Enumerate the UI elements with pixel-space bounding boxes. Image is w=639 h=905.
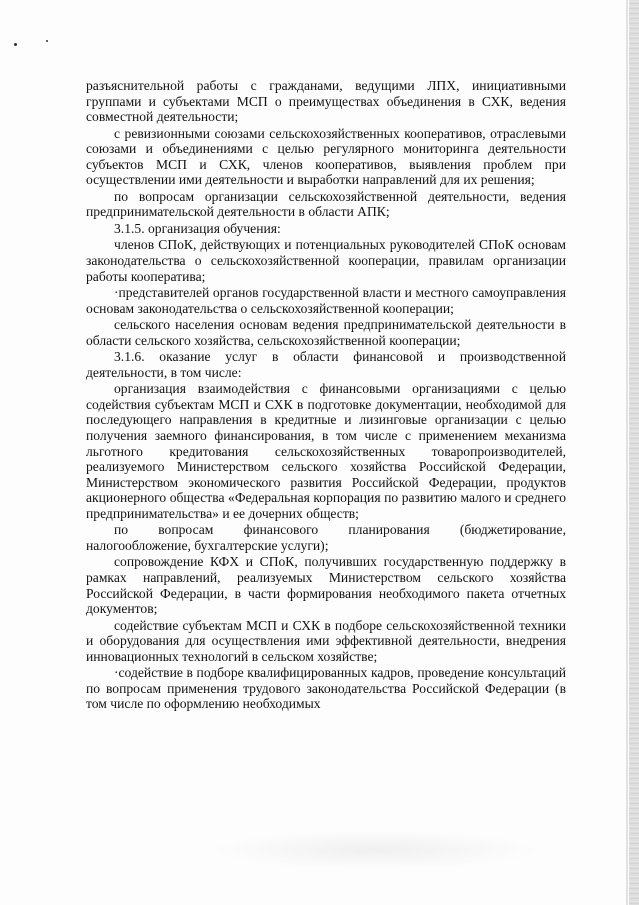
paragraph: сельского населения основам ведения предпринимательской деятельности в области сельского хозяйства, сельскохозяйственной кооперации; (86, 317, 566, 348)
scan-speck (14, 43, 17, 46)
paragraph: по вопросам организации сельскохозяйственной деятельности, ведения предпринимательской деятельности в области АПК; (86, 188, 566, 220)
section-heading: 3.1.6. оказание услуг в области финансовой и производственной деятельности, в том числе: (86, 349, 566, 380)
paragraph: разъяснительной работы с гражданами, ведущими ЛПХ, инициативными группами и субъектами МСП о преимуществах объединения в СХК, ведения совместной деятельности; (86, 78, 566, 125)
paragraph: организация взаимодействия с финансовыми организациями с целью содействия субъектам МСП и СХК в подготовке документации, необходимой для последующего направления в кредитные и лизинговые организации с целью получения заемного финансирования, в том числе с применением механизма льготного кредитования сельскохозяйственных товаропроизводителей, реализуемого Министерством сельского хозяйства Российской Федерации, Министерством экономического развития Российской Федерации, продуктов акционерного общества «Федеральная корпорация по развитию малого и среднего предпринимательства» и ее дочерних обществ; (86, 381, 566, 521)
paragraph: ·содействие в подборе квалифицированных кадров, проведение консультаций по вопросам применения трудового законодательства Российской Федерации (в том числе по оформлению необходимых (86, 665, 566, 712)
paragraph: ·представителей органов государственной власти и местного самоуправления основам законодательства о сельскохозяйственной кооперации; (86, 285, 566, 316)
paragraph: по вопросам финансового планирования (бюджетирование, налогообложение, бухгалтерские услуги); (86, 522, 566, 553)
document-body (86, 78, 566, 713)
scan-edge-line (626, 0, 628, 905)
scan-speck (46, 40, 48, 42)
scan-edge (629, 0, 639, 905)
paragraph: содействие субъектам МСП и СХК в подборе сельскохозяйственной техники и оборудования для осуществления ими эффективной деятельности, внедрения инновационных технологий в сельском хозяйстве; (86, 617, 566, 664)
paragraph: сопровождение КФХ и СПоК, получивших государственную поддержку в рамках направлений, реализуемых Министерством сельского хозяйства Российской Федерации, в части формирования необходимого пакета отчетных документов; (86, 554, 566, 617)
faded-stamp (210, 830, 540, 870)
section-heading: 3.1.5. организация обучения: (114, 220, 281, 236)
paragraph: с ревизионными союзами сельскохозяйственных кооперативов, отраслевыми союзами и объединениями с целью регулярного мониторинга деятельности субъектов МСП и СХК, членов кооперативов, выявления проблем при осуществлении ими деятельности и выработки направлений для их решения; (86, 125, 566, 188)
paragraph: членов СПоК, действующих и потенциальных руководителей СПоК основам законодательства о сельскохозяйственной кооперации, правилам организации работы кооператива; (86, 237, 566, 284)
